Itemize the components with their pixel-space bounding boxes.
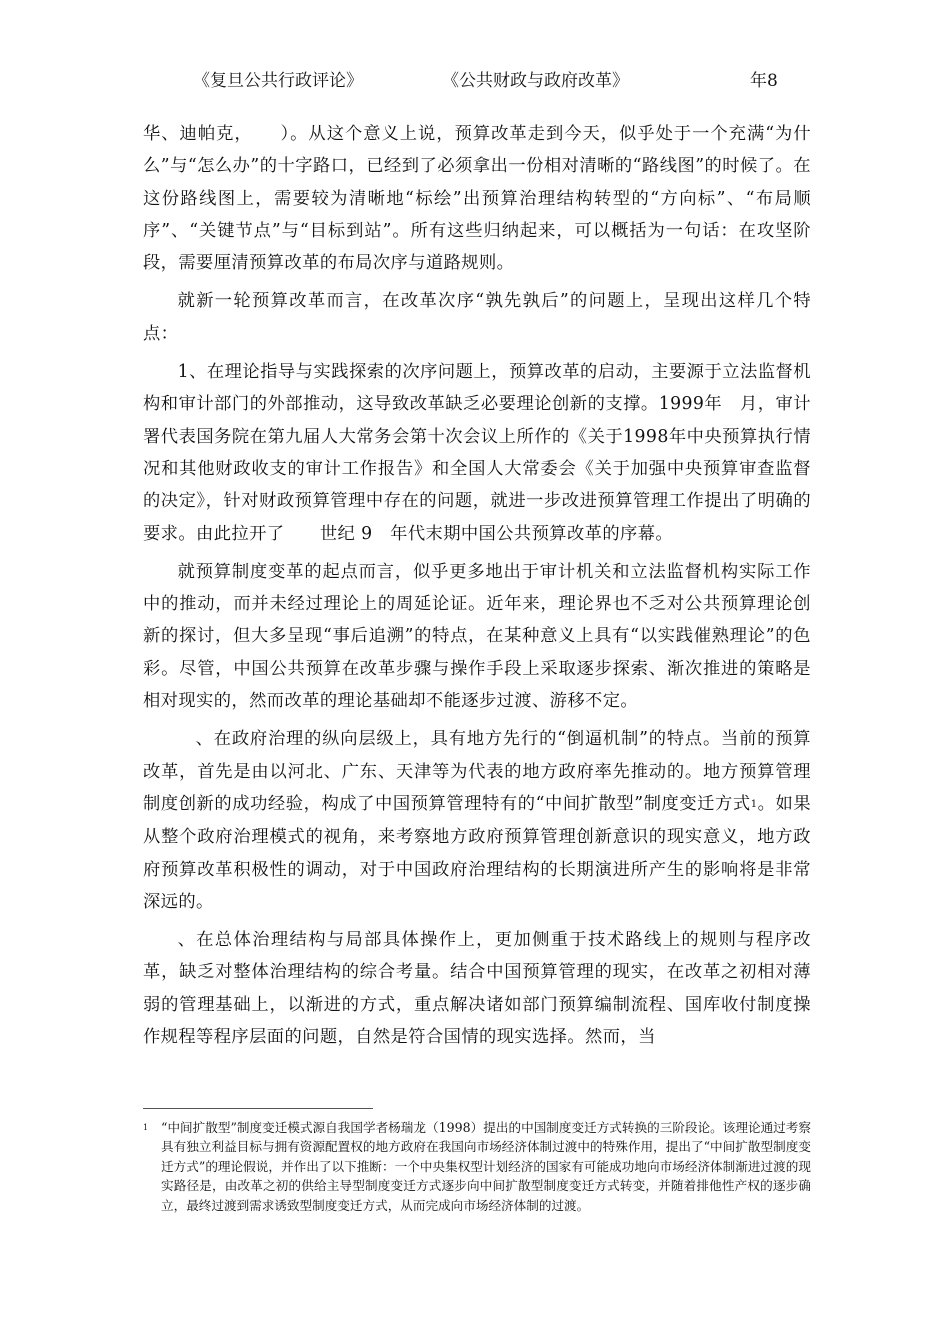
footnote [143, 1118, 811, 1215]
paragraph-point-3: 、在总体治理结构与局部具体操作上，更加侧重于技术路线上的规则与程序改革，缺乏对整体治理结构的综合考量。结合中国预算管理的现实，在改革之初相对薄弱的管理基础上，以渐进的方式，重点解决诸如部门预算编制流程、国库收付制度操作规程等程序层面的问题，自然是符合国情的现实选择。然而，当 [143, 930, 811, 1048]
header-year: 年8 [750, 71, 778, 91]
paragraph-roadmap: 华、迪帕克， ）。从这个意义上说，预算改革走到今天，似乎处于一个充满“为什么”与“怎么办”的十字路口，已经到了必须拿出一份相对清晰的“路线图”的时候了。在这份路线图上，需要较为清晰地“标绘”出预算治理结构转型的“方向标”、“布局顺序”、“关键节点”与“目标到站”。所有这些归纳起来，可以概括为一句话：在攻坚阶段，需要厘清预算改革的布局次序与道路规则。 [143, 124, 811, 274]
footnote-divider [143, 1108, 373, 1109]
paragraph-point-2 [143, 723, 811, 918]
body-text [143, 118, 811, 1059]
header-issue-title: 《公共财政与政府改革》 [442, 71, 629, 91]
footnote-text: “中间扩散型”制度变迁模式源自我国学者杨瑞龙（1998）提出的中国制度变迁方式转换的三阶段论。该理论通过考察具有独立利益目标与拥有资源配置权的地方政府在我国向市场经济体制过渡中的特殊作用，提出了“中间扩散型制度变迁方式”的理论假说，并作出了以下推断：一个中央集权型计划经济的国家有可能成功地向市场经济体制渐进过渡的现实路径是，由改革之初的供给主导型制度变迁方式逐步向中间扩散型制度变迁方式转变，并随着排他性产权的逐步确立，最终过渡到需求诱致型制度变迁方式，从而完成向市场经济体制的过渡。 [161, 1120, 811, 1213]
paragraph-point-1: 1、在理论指导与实践探索的次序问题上，预算改革的启动，主要源于立法监督机构和审计部门的外部推动，这导致改革缺乏必要理论创新的支撑。1999年 月，审计署代表国务院在第九届人大常务会第十次会议上所作的《关于1998年中央预算执行情况和其他财政收支的审计工作报告》和全国人大常委会《关于加强中央预算审查监督的决定》，针对财政预算管理中存在的问题，就进一步改进预算管理工作提出了明确的要求。由此拉开了 世纪 9 年代末期中国公共预算改革的序幕。 [143, 362, 811, 544]
paragraph-features-intro: 就新一轮预算改革而言，在改革次序“孰先孰后”的问题上，呈现出这样几个特点： [143, 291, 811, 344]
paragraph-point-2-text: 、在政府治理的纵向层级上，具有地方先行的“倒逼机制”的特点。当前的预算改革，首先是由以河北、广东、天津等为代表的地方政府率先推动的。地方预算管理制度创新的成功经验，构成了中国预算管理特有的“中间扩散型”制度变迁方式 [143, 729, 811, 814]
paragraph-point-2-continuation: 。如果从整个政府治理模式的视角，来考察地方政府预算管理创新意识的现实意义，地方政府预算改革积极性的调动，对于中国政府治理结构的长期演进所产生的影响将是非常深远的。 [143, 793, 812, 912]
running-header [0, 66, 950, 96]
paragraph-starting-point: 就预算制度变革的起点而言，似乎更多地出于审计机关和立法监督机构实际工作中的推动，而并未经过理论上的周延论证。近年来，理论界也不乏对公共预算理论创新的探讨，但大多呈现“事后追溯”的特点，在某种意义上具有“以实践催熟理论”的色彩。尽管，中国公共预算在改革步骤与操作手段上采取逐步探索、渐次推进的策略是相对现实的，然而改革的理论基础却不能逐步过渡、游移不定。 [143, 561, 811, 712]
header-journal-title: 《复旦公共行政评论》 [193, 71, 363, 91]
footnote-mark: 1 [143, 1123, 149, 1132]
footnote-reference[interactable]: 1 [750, 798, 758, 810]
